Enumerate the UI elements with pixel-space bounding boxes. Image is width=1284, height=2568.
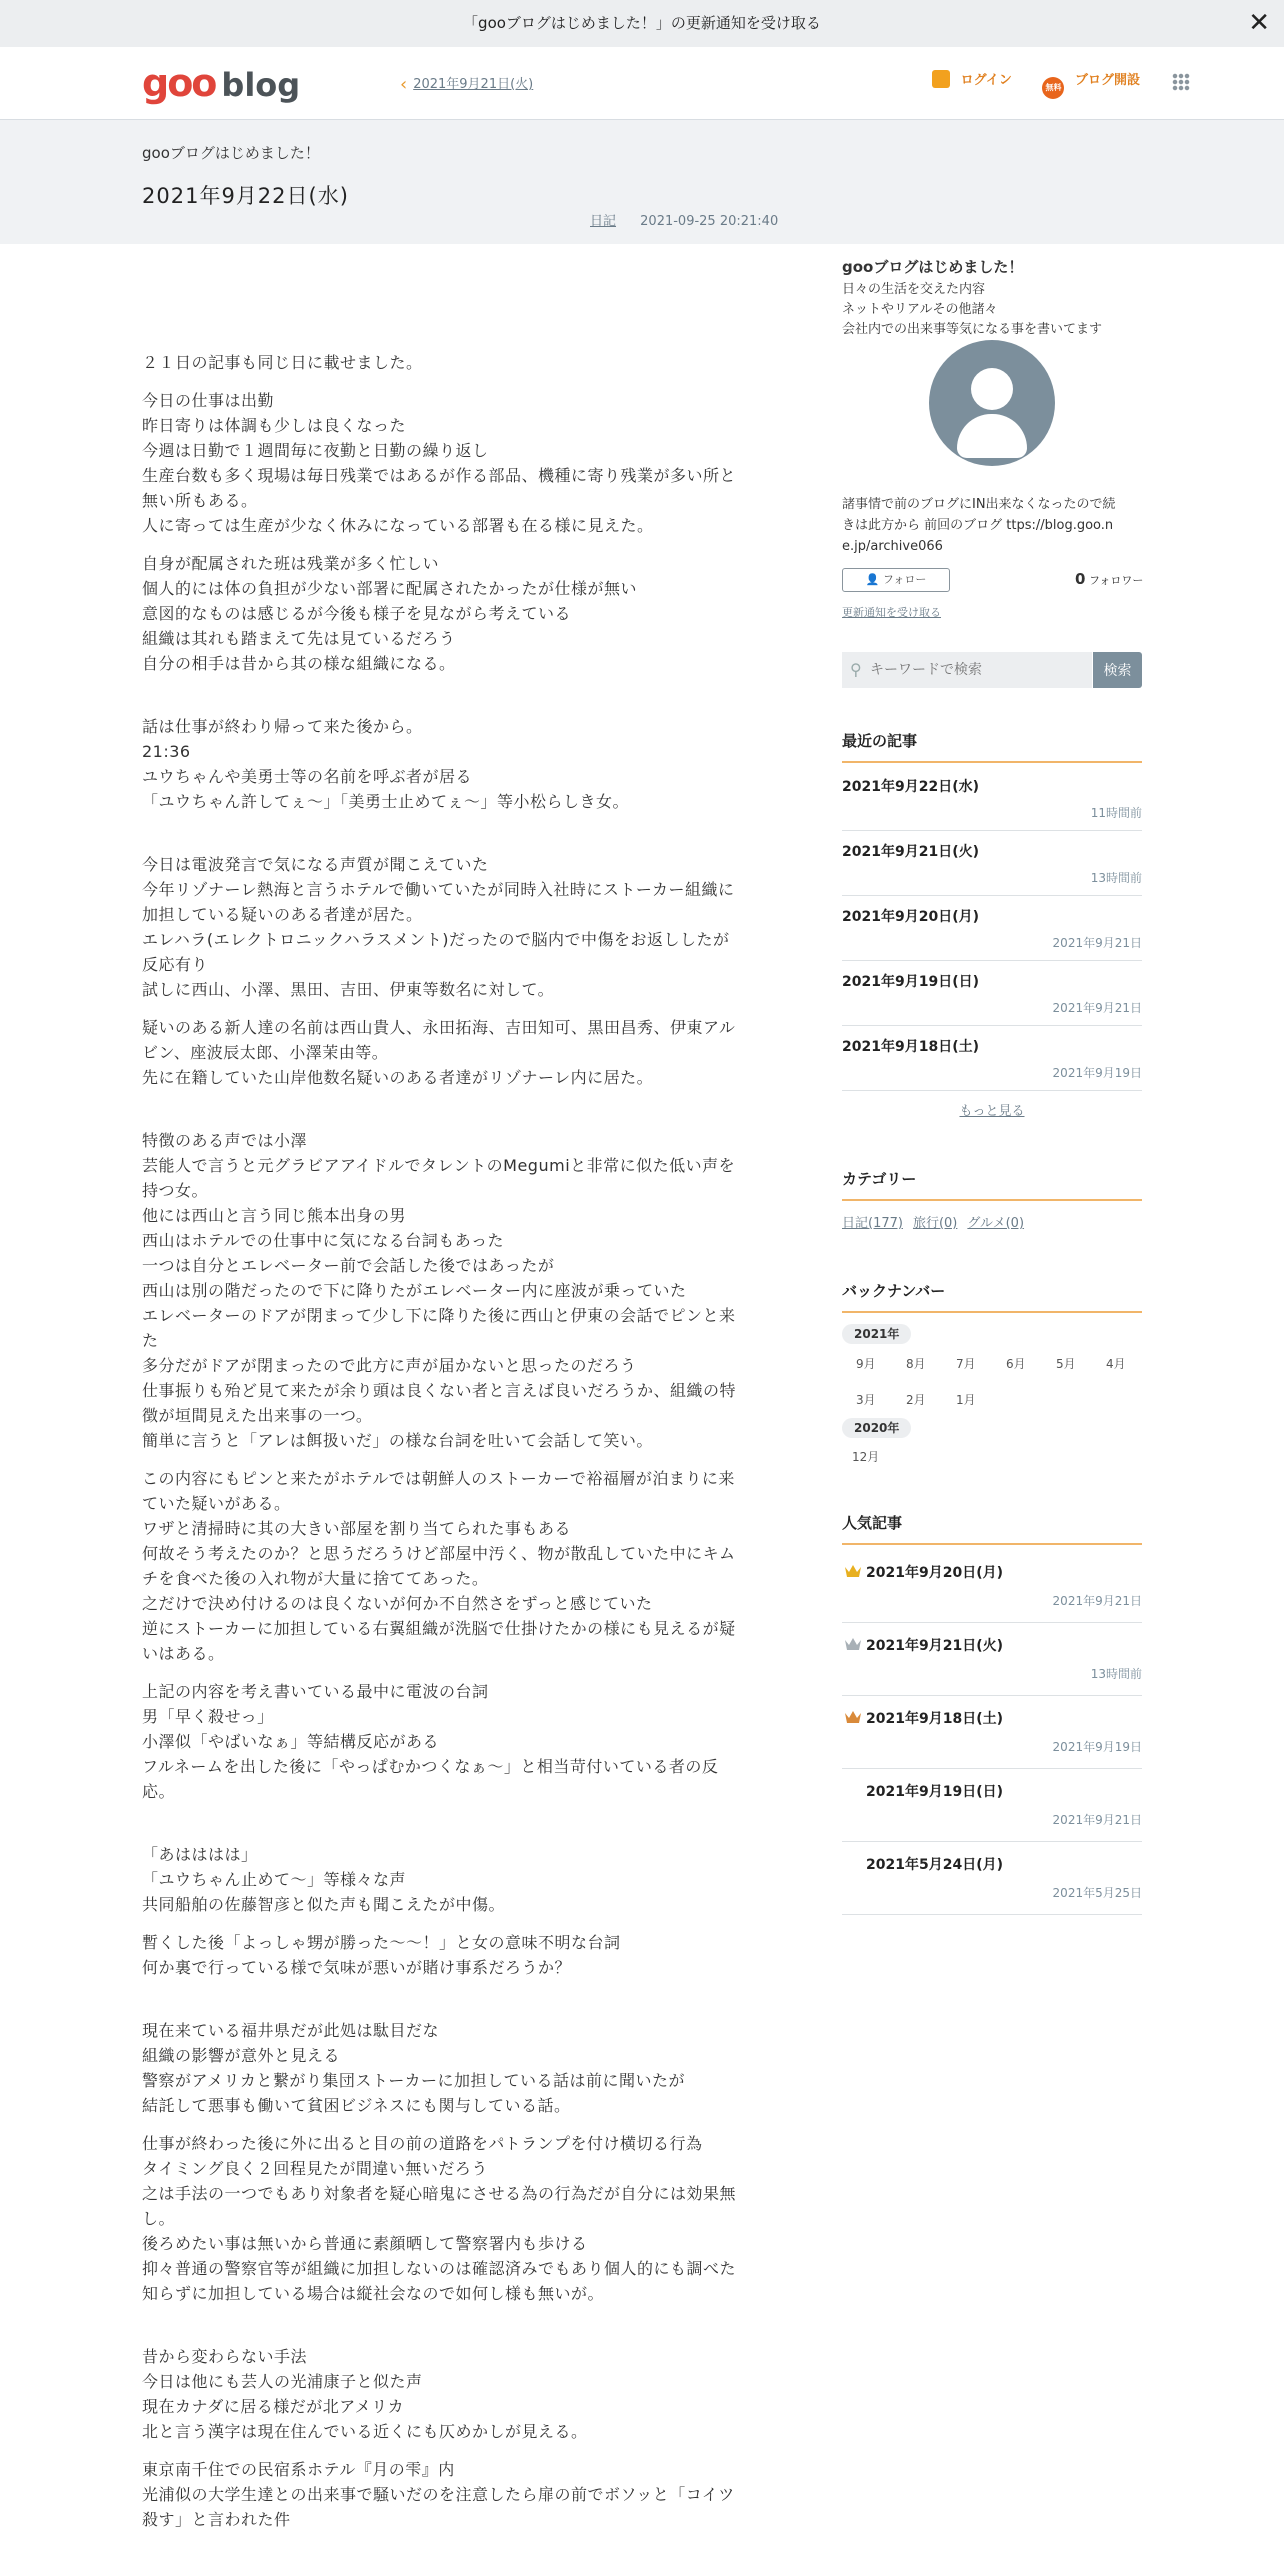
article-category-link[interactable]: 日記 xyxy=(590,214,617,229)
article-line: 組織の影響が意外と見える xyxy=(142,2046,341,2065)
backnumber-month[interactable]: 4月 xyxy=(1106,1357,1126,1371)
recent-article-date: 13時間前 xyxy=(1090,871,1142,885)
search-button[interactable]: 検索 xyxy=(1093,652,1142,688)
search-icon: ⚲ xyxy=(850,660,862,679)
article-line: 之だけで決め付けるのは良くないが何か不自然さをずっと感じていた xyxy=(142,1594,653,1613)
article-line: エレベーターのドアが閉まって少し下に降りた後に西山と伊東の会話でピンと来 xyxy=(142,1306,736,1325)
article-paragraph xyxy=(142,2457,767,2532)
crown-icon xyxy=(844,1710,862,1724)
popular-article-item[interactable] xyxy=(842,1842,1142,1915)
article-line: 仕事が終わった後に外に出ると目の前の道路をパトランプを付け横切る行為 xyxy=(142,2134,703,2153)
article-line: 小澤似「やばいなぁ」等結構反応がある xyxy=(142,1732,440,1751)
article-line: 男「早く殺せっ」 xyxy=(142,1707,274,1726)
article-line: ワザと清掃時に其の大きい部屋を割り当てられた事もある xyxy=(142,1519,572,1538)
article-line: ビン、座波辰太郎、小澤茉由等。 xyxy=(142,1043,389,1062)
follow-button[interactable] xyxy=(842,568,950,592)
article-line: た xyxy=(142,1331,159,1350)
follow-label: フォロー xyxy=(882,573,927,586)
profile-line: 諸事情で前のブログにIN出来なくなったので続 xyxy=(842,497,1116,512)
article-line: 個人的には体の負担が少ない部署に配属されたかったが仕様が無い xyxy=(142,579,638,598)
article-line: エレハラ(エレクトロニックハラスメント)だったので脳内で中傷をお返ししたが xyxy=(142,930,730,949)
logo-blog: blog xyxy=(221,66,301,104)
article-paragraph xyxy=(142,1466,767,1666)
prev-article-link[interactable] xyxy=(400,73,533,95)
article-line: 自身が配属された班は残業が多く忙しい xyxy=(142,554,440,573)
article-line: 「ユウちゃん止めて～」等様々な声 xyxy=(142,1870,407,1889)
recent-article-item[interactable] xyxy=(842,961,1142,1026)
blog-banner xyxy=(0,120,1284,244)
profile-line: 日々の生活を交えた内容 xyxy=(842,282,986,297)
article-paragraph xyxy=(142,2018,767,2118)
article-line: 昔から変わらない手法 xyxy=(142,2347,308,2366)
popular-article-date: 2021年9月19日 xyxy=(1052,1740,1142,1754)
article-line: 結託して悪事も働いて貧困ビジネスにも関与している話。 xyxy=(142,2096,571,2115)
article-line: 無い所もある。 xyxy=(142,491,258,510)
category-link[interactable]: 日記(177) xyxy=(842,1216,903,1231)
popular-article-title[interactable]: 2021年9月21日(火) xyxy=(866,1638,1003,1654)
popular-article-date: 13時間前 xyxy=(1090,1667,1142,1681)
crown-icon xyxy=(844,1564,862,1578)
article-line: 東京南千住での民宿系ホテル『月の雫』内 xyxy=(142,2460,455,2479)
popular-article-date: 2021年9月21日 xyxy=(1052,1594,1142,1608)
recent-article-date: 11時間前 xyxy=(1090,806,1142,820)
article-line: 芸能人で言うと元グラビアアイドルでタレントのMegumiと非常に似た低い声を xyxy=(142,1156,736,1175)
popular-article-title[interactable]: 2021年9月19日(日) xyxy=(866,1784,1003,1800)
article-paragraph xyxy=(142,388,767,538)
article-meta xyxy=(590,210,778,229)
article-line: 暫くした後「よっしゃ甥が勝った～～！」と女の意味不明な台詞 xyxy=(142,1933,621,1952)
article-paragraph xyxy=(142,714,767,814)
article-line: 何か裏で行っている様で気味が悪いが賭け事系だろうか？ xyxy=(142,1958,572,1977)
article-datetime: 2021-09-25 20:21:40 xyxy=(640,214,779,229)
search-input[interactable] xyxy=(842,652,1092,688)
blog-name[interactable]: gooブログはじめました！ xyxy=(142,144,320,162)
paragraph-spacer xyxy=(142,1993,767,2018)
bag-icon xyxy=(932,70,950,88)
paragraph-spacer xyxy=(142,2319,767,2344)
category-list xyxy=(842,1212,1034,1231)
login-label[interactable]: ログイン xyxy=(960,73,1012,88)
article-line: 今日は電波発言で気になる声質が聞こえていた xyxy=(142,855,489,874)
notify-link[interactable]: 更新通知を受け取る xyxy=(842,606,941,619)
avatar-body xyxy=(957,414,1027,458)
article-line: 21:36 xyxy=(142,742,191,761)
paragraph-spacer xyxy=(142,827,767,852)
article-line: ていた疑いがある。 xyxy=(142,1494,291,1513)
article-line: 殺す」と言われた件 xyxy=(142,2510,291,2529)
category-link[interactable]: 旅行(0) xyxy=(912,1216,958,1231)
backnumber-month[interactable]: 6月 xyxy=(1006,1357,1026,1371)
article-line: 後ろめたい事は無いから普通に素顔晒して警察署内も歩ける xyxy=(142,2234,588,2253)
article-line: 現在来ている福井県だが此処は駄目だな xyxy=(142,2021,440,2040)
popular-article-item[interactable] xyxy=(842,1769,1142,1842)
article-line: 一つは自分とエレベーター前で会話した後ではあったが xyxy=(142,1256,555,1275)
article-line: 昨日寄りは体調も少しは良くなった xyxy=(142,416,407,435)
article-line: 何故そう考えたのか？と思うだろうけど部屋中汚く、物が散乱していた中にキム xyxy=(142,1544,736,1563)
recent-article-date: 2021年9月19日 xyxy=(1052,1066,1142,1080)
article-line: 上記の内容を考え書いている最中に電波の台詞 xyxy=(142,1682,489,1701)
logo-goo: goo xyxy=(142,61,216,105)
popular-article-item[interactable] xyxy=(842,1623,1142,1696)
follower-label: フォロワー xyxy=(1088,574,1144,587)
recent-article-item[interactable] xyxy=(842,896,1142,961)
article-paragraph xyxy=(142,551,767,676)
profile-line: 会社内での出来事等気になる事を書いてます xyxy=(842,322,1103,337)
login-link[interactable] xyxy=(926,73,1012,88)
article-body xyxy=(142,350,767,2545)
article-line: 話は仕事が終わり帰って来た後から。 xyxy=(142,717,423,736)
article-line: 生産台数も多く現場は毎日残業ではあるが作る部品、機種に寄り残業が多い所と xyxy=(142,466,737,485)
backnumber-month[interactable]: 5月 xyxy=(1056,1357,1076,1371)
recent-article-title[interactable]: 2021年9月21日(火) xyxy=(842,844,979,860)
article-line: 現在カナダに居る様だが北アメリカ xyxy=(142,2397,405,2416)
article-line: 光浦似の大学生達との出来事で騒いだのを注意したら扉の前でボソッと「コイツ xyxy=(142,2485,735,2504)
free-badge-icon: 無料 xyxy=(1042,77,1064,99)
article-line: この内容にもピンと来たがホテルでは朝鮮人のストーカーで裕福層が泊まりに来 xyxy=(142,1469,735,1488)
paragraph-spacer xyxy=(142,1103,767,1128)
article-paragraph xyxy=(142,1128,767,1453)
paragraph-spacer xyxy=(142,1817,767,1842)
popular-article-title[interactable]: 2021年5月24日(月) xyxy=(866,1857,1003,1873)
article-line: 抑々普通の警察官等が組織に加担しないのは確認済みでもあり個人的にも調べた xyxy=(142,2259,737,2278)
paragraph-spacer xyxy=(142,689,767,714)
article-paragraph xyxy=(142,1842,767,1917)
article-line: 今週は日勤で１週間毎に夜勤と日勤の繰り返し xyxy=(142,441,489,460)
article-line: 「ユウちゃん許してぇ～」「美勇士止めてぇ～」等小松らしき女。 xyxy=(142,792,630,811)
article-line: 持つ女。 xyxy=(142,1181,209,1200)
article-paragraph xyxy=(142,350,767,375)
site-header xyxy=(0,47,1284,120)
article-line: ２１日の記事も同じ日に載せました。 xyxy=(142,353,423,372)
article-line: 組織は其れも踏まえて先は見ているだろう xyxy=(142,629,456,648)
recent-article-title[interactable]: 2021年9月19日(日) xyxy=(842,974,979,990)
backnumber-month[interactable]: 12月 xyxy=(852,1450,880,1464)
chevron-left-icon: ‹ xyxy=(400,74,408,95)
article-line: 共同船舶の佐藤智彦と似た声も聞こえたが中傷。 xyxy=(142,1895,506,1914)
article-title: 2021年9月22日(水) xyxy=(142,184,349,208)
backnumber-title: バックナンバー xyxy=(842,1280,1142,1313)
article-paragraph xyxy=(142,1015,767,1090)
notification-bar[interactable] xyxy=(0,0,1284,47)
apps-grid-icon[interactable] xyxy=(1172,73,1190,91)
article-line: 逆にストーカーに加担している右翼組織が洗脳で仕掛けたかの様にも見えるが疑 xyxy=(142,1619,736,1638)
article-line: タイミング良く２回程見たが間違い無いだろう xyxy=(142,2159,488,2178)
article-line: 仕事振りも殆ど見て来たが余り頭は良くない者と言えば良いだろうか、組織の特 xyxy=(142,1381,737,1400)
article-line: 自分の相手は昔から其の様な組織になる。 xyxy=(142,654,456,673)
recent-article-title[interactable]: 2021年9月18日(土) xyxy=(842,1039,979,1055)
profile-line: ネットやリアルその他諸々 xyxy=(842,302,998,317)
profile-description xyxy=(842,280,1142,340)
open-blog-link[interactable] xyxy=(1036,73,1140,92)
close-icon[interactable]: ✕ xyxy=(1248,8,1270,38)
popular-articles-title: 人気記事 xyxy=(842,1512,1142,1545)
article-paragraph xyxy=(142,1930,767,1980)
recent-article-date: 2021年9月21日 xyxy=(1052,936,1142,950)
article-line: 簡単に言うと「アレは餌扱いだ」の様な台詞を吐いて会話して笑い。 xyxy=(142,1431,653,1450)
article-line: し。 xyxy=(142,2209,176,2228)
recent-article-date: 2021年9月21日 xyxy=(1052,1001,1142,1015)
notification-text[interactable]: 「gooブログはじめました！」の更新通知を受け取る xyxy=(463,14,821,32)
category-title: カテゴリー xyxy=(842,1168,1142,1201)
article-line: 多分だがドアが閉まったので此方に声が届かないと思ったのだろう xyxy=(142,1356,637,1375)
follower-number: 0 xyxy=(1075,570,1086,588)
profile-line: きは此方から 前回のブログ ttps://blog.goo.n xyxy=(842,518,1114,533)
article-paragraph xyxy=(142,1679,767,1804)
popular-article-date: 2021年9月21日 xyxy=(1052,1813,1142,1827)
popular-article-item[interactable] xyxy=(842,1550,1142,1623)
article-line: 知らずに加担している場合は縦社会なので如何し様も無いが。 xyxy=(142,2284,605,2303)
article-line: 特徴のある声では小澤 xyxy=(142,1131,308,1150)
article-line: 意図的なものは感じるが今後も様子を見ながら考えている xyxy=(142,604,572,623)
recent-article-title[interactable]: 2021年9月20日(月) xyxy=(842,909,979,925)
person-icon: 👤 xyxy=(865,573,880,586)
open-blog-label[interactable]: ブログ開設 xyxy=(1074,73,1140,88)
year-badge-2021[interactable]: 2021年 xyxy=(842,1324,911,1344)
backnumber-month[interactable]: 8月 xyxy=(906,1357,926,1371)
crown-icon xyxy=(844,1637,862,1651)
prev-article-label[interactable]: 2021年9月21日(火) xyxy=(413,77,534,92)
profile-note xyxy=(842,494,1138,557)
article-line: 他には西山と言う同じ熊本出身の男 xyxy=(142,1206,407,1225)
article-line: 反応有り xyxy=(142,955,209,974)
backnumber-month[interactable]: 9月 xyxy=(856,1357,876,1371)
article-line: 応。 xyxy=(142,1782,176,1801)
article-paragraph xyxy=(142,2131,767,2306)
article-line: 加担している疑いのある者達が居た。 xyxy=(142,905,423,924)
article-line: 先に在籍していた山岸他数名疑いのある者達がリゾナーレ内に居た。 xyxy=(142,1068,654,1087)
article-paragraph xyxy=(142,2344,767,2444)
profile-title[interactable]: gooブログはじめました！ xyxy=(842,258,1024,276)
backnumber-month[interactable]: 3月 xyxy=(856,1393,876,1407)
article-line: 北と言う漢字は現在住んでいる近くにも仄めかしが見える。 xyxy=(142,2422,588,2441)
popular-article-item[interactable] xyxy=(842,1696,1142,1769)
article-line: 之は手法の一つでもあり対象者を疑心暗鬼にさせる為の行為だが自分には効果無 xyxy=(142,2184,737,2203)
article-line: 警察がアメリカと繋がり集団ストーカーに加担している話は前に聞いたが xyxy=(142,2071,686,2090)
article-line: 西山は別の階だったので下に降りたがエレベーター内に座波が乗っていた xyxy=(142,1281,687,1300)
recent-article-title[interactable]: 2021年9月22日(水) xyxy=(842,779,979,795)
backnumber-month[interactable]: 7月 xyxy=(956,1357,976,1371)
avatar-head xyxy=(971,368,1013,410)
year-badge-2020[interactable]: 2020年 xyxy=(842,1418,911,1438)
follower-count xyxy=(1075,570,1143,588)
backnumber-month[interactable]: 2月 xyxy=(906,1393,926,1407)
recent-article-item[interactable] xyxy=(842,1026,1142,1091)
article-line: フルネームを出した後に「やっぱむかつくなぁ～」と相当苛付いている者の反 xyxy=(142,1757,719,1776)
goo-blog-logo[interactable] xyxy=(142,63,300,103)
article-line: 疑いのある新人達の名前は西山貴人、永田拓海、吉田知可、黒田昌秀、伊東アル xyxy=(142,1018,736,1037)
more-link[interactable]: もっと見る xyxy=(959,1104,1025,1119)
backnumber-month[interactable]: 1月 xyxy=(956,1393,976,1407)
avatar[interactable] xyxy=(929,340,1055,466)
header-actions xyxy=(920,69,1140,99)
article-line: 今年リゾナーレ熱海と言うホテルで働いていたが同時入社時にストーカー組織に xyxy=(142,880,735,899)
article-line: 今日は他にも芸人の光浦康子と似た声 xyxy=(142,2372,423,2391)
article-line: 徴が垣間見えた出来事の一つ。 xyxy=(142,1406,373,1425)
profile-line: e.jp/archive066 xyxy=(842,539,943,554)
article-line: ユウちゃんや美勇士等の名前を呼ぶ者が居る xyxy=(142,767,473,786)
category-link[interactable]: グルメ(0) xyxy=(967,1216,1025,1231)
article-line: 西山はホテルでの仕事中に気になる台詞もあった xyxy=(142,1231,505,1250)
recent-article-item[interactable] xyxy=(842,831,1142,896)
article-line: 人に寄っては生産が少なく休みになっている部署も在る様に見えた。 xyxy=(142,516,654,535)
popular-article-title[interactable]: 2021年9月20日(月) xyxy=(866,1565,1003,1581)
article-line: いはある。 xyxy=(142,1644,225,1663)
recent-article-item[interactable] xyxy=(842,766,1142,831)
recent-articles-title: 最近の記事 xyxy=(842,730,1142,763)
article-line: 今日の仕事は出勤 xyxy=(142,391,275,410)
article-line: チを食べた後の入れ物が大量に捨ててあった。 xyxy=(142,1569,489,1588)
popular-article-date: 2021年5月25日 xyxy=(1052,1886,1142,1900)
article-line: 試しに西山、小澤、黒田、吉田、伊東等数名に対して。 xyxy=(142,980,555,999)
article-line: 「あはははは」 xyxy=(142,1845,258,1864)
article-paragraph xyxy=(142,852,767,1002)
popular-article-title[interactable]: 2021年9月18日(土) xyxy=(866,1711,1003,1727)
